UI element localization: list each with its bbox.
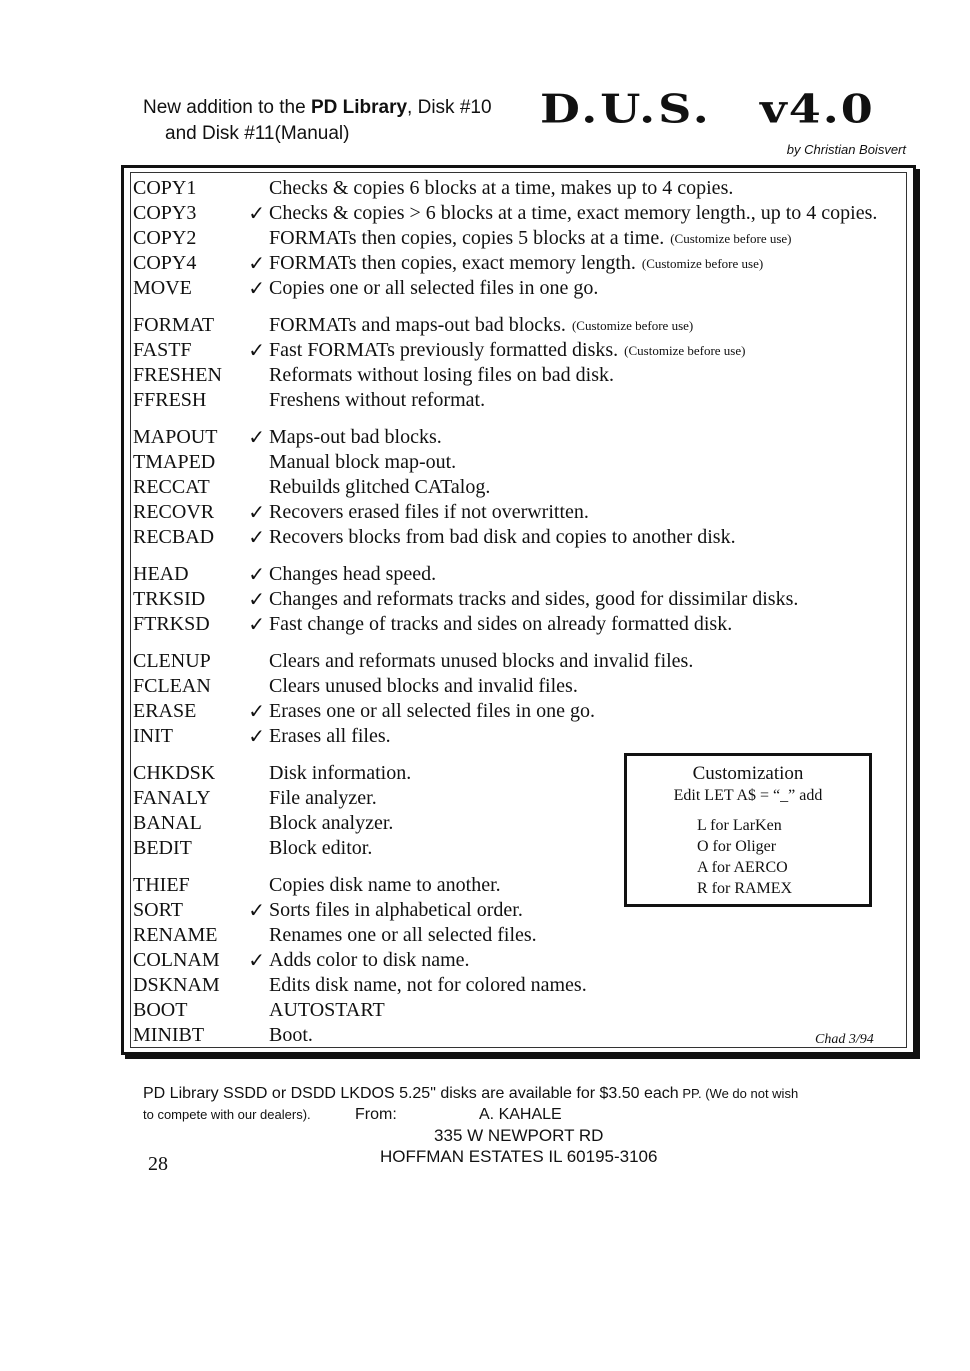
command-name: ERASE: [133, 700, 197, 722]
command-description: Manual block map-out.: [269, 451, 457, 473]
customize-note: (Customize before use): [624, 342, 746, 358]
command-description: Rebuilds glitched CATalog.: [269, 476, 491, 498]
dus-logo: D.U.S.: [540, 86, 712, 132]
contact-name: A. KAHALE: [479, 1106, 562, 1123]
command-description: Freshens without reformat.: [269, 389, 486, 411]
page-number: 28: [148, 1153, 168, 1175]
command-row: [133, 562, 877, 587]
command-row: [133, 425, 877, 450]
command-name: FTRKSD: [133, 613, 210, 635]
command-description: Renames one or all selected files.: [269, 924, 537, 946]
command-name: INIT: [133, 725, 173, 747]
intro-line-2: and Disk #11(Manual): [165, 123, 350, 144]
customization-item: O for Oliger: [697, 838, 777, 855]
command-description: Adds color to disk name.: [269, 949, 470, 971]
command-description: Reformats without losing files on bad disk.: [269, 364, 614, 386]
checkmark-icon: ✓: [248, 203, 265, 225]
command-group: [133, 313, 877, 413]
checkmark-icon: ✓: [248, 726, 265, 748]
footer-availability: PD Library SSDD or DSDD LKDOS 5.25" disks are available for $3.50 each: [143, 1085, 679, 1102]
command-name: COPY4: [133, 252, 197, 274]
footer-text: [143, 1083, 913, 1125]
checkmark-icon: ✓: [248, 527, 265, 549]
from-label: From:: [355, 1106, 397, 1123]
command-group: [133, 562, 877, 637]
command-name: RECOVR: [133, 501, 215, 523]
command-description: Maps-out bad blocks.: [269, 426, 442, 448]
command-description: Block editor.: [269, 837, 373, 859]
command-description: FORMATs then copies, copies 5 blocks at a time.: [269, 227, 665, 249]
command-name: FANALY: [133, 787, 211, 809]
command-name: COLNAM: [133, 949, 220, 971]
customization-item: R for RAMEX: [697, 880, 793, 897]
command-name: MOVE: [133, 277, 192, 299]
command-description: Clears unused blocks and invalid files.: [269, 675, 578, 697]
command-row: [133, 587, 877, 612]
command-description: FORMATs and maps-out bad blocks.: [269, 314, 566, 336]
customization-edit-line: Edit LET A$ = “_” add: [673, 787, 823, 804]
command-row: [133, 500, 877, 525]
command-description: FORMATs then copies, exact memory length.: [269, 252, 636, 274]
customization-title: Customization: [692, 763, 804, 784]
command-name: BEDIT: [133, 837, 192, 859]
command-description: Recovers blocks from bad disk and copies to another disk.: [269, 526, 736, 548]
command-description: Copies disk name to another.: [269, 874, 501, 896]
command-description: Copies one or all selected files in one go.: [269, 277, 599, 299]
command-row: [133, 450, 877, 475]
command-description: Boot.: [269, 1024, 313, 1046]
checkmark-icon: ✓: [248, 502, 265, 524]
command-name: HEAD: [133, 563, 189, 585]
command-name: RENAME: [133, 924, 218, 946]
command-row: [133, 649, 877, 674]
command-row: [133, 923, 877, 948]
command-description: Recovers erased files if not overwritten.: [269, 501, 589, 523]
command-row: [133, 276, 877, 301]
address-city: HOFFMAN ESTATES IL 60195-3106: [380, 1147, 658, 1166]
command-list: [133, 176, 877, 1060]
checkmark-icon: ✓: [248, 589, 265, 611]
command-name: TRKSID: [133, 588, 206, 610]
checkmark-icon: ✓: [248, 564, 265, 586]
command-name: RECBAD: [133, 526, 215, 548]
command-description: Edits disk name, not for colored names.: [269, 974, 587, 996]
command-name: FASTF: [133, 339, 192, 361]
command-name: COPY3: [133, 202, 197, 224]
command-description: Fast FORMATs previously formatted disks.: [269, 339, 619, 361]
checkmark-icon: ✓: [248, 900, 265, 922]
intro-prefix: New addition to the: [143, 97, 311, 118]
customization-item: A for AERCO: [697, 859, 788, 876]
command-name: FRESHEN: [133, 364, 222, 386]
intro-text: [143, 95, 492, 147]
command-description: Erases one or all selected files in one go.: [269, 700, 595, 722]
command-name: BANAL: [133, 812, 202, 834]
footer-line-1: [143, 1083, 913, 1104]
command-row: [133, 973, 877, 998]
command-name: SORT: [133, 899, 183, 921]
command-row: [133, 525, 877, 550]
command-name: BOOT: [133, 999, 188, 1021]
checkmark-icon: ✓: [248, 278, 265, 300]
command-name: TMAPED: [133, 451, 216, 473]
command-name: FCLEAN: [133, 675, 211, 697]
customization-item: L for LarKen: [697, 817, 782, 834]
command-group: [133, 176, 877, 301]
command-name: COPY2: [133, 227, 197, 249]
footer-line-2: [143, 1104, 913, 1125]
version-label: v4.0: [760, 86, 875, 132]
checkmark-icon: ✓: [248, 701, 265, 723]
footer-dealer-note: to compete with our dealers).: [143, 1107, 311, 1122]
command-name: FORMAT: [133, 314, 215, 336]
command-row: [133, 674, 877, 699]
command-row: [133, 724, 877, 749]
command-description: Block analyzer.: [269, 812, 394, 834]
command-description: File analyzer.: [269, 787, 377, 809]
customize-note: (Customize before use): [571, 317, 694, 333]
command-group: [133, 425, 877, 550]
command-description: Checks & copies > 6 blocks at a time, exact memory length., up to 4 copies.: [269, 202, 878, 224]
command-name: CHKDSK: [133, 762, 216, 784]
command-row: [133, 612, 877, 637]
command-row: [133, 948, 877, 973]
customization-box: [624, 753, 872, 907]
byline: by Christian Boisvert: [786, 142, 906, 157]
command-group: [133, 649, 877, 749]
command-row: [133, 251, 877, 276]
command-row: [133, 388, 877, 413]
command-row: [133, 699, 877, 724]
command-description: Checks & copies 6 blocks at a time, makes up to 4 copies.: [269, 177, 734, 199]
checkmark-icon: ✓: [248, 427, 265, 449]
checkmark-icon: ✓: [248, 614, 265, 636]
command-row: [133, 226, 877, 251]
command-name: COPY1: [133, 177, 197, 199]
address-street: 335 W NEWPORT RD: [434, 1126, 604, 1145]
command-description: Disk information.: [269, 762, 412, 784]
command-name: MAPOUT: [133, 426, 218, 448]
checkmark-icon: ✓: [248, 253, 265, 275]
checkmark-icon: ✓: [248, 340, 265, 362]
pd-library-label: PD Library: [310, 97, 408, 118]
customize-note: (Customize before use): [641, 255, 764, 271]
command-description: Fast change of tracks and sides on already formatted disk.: [269, 613, 733, 635]
mailing-address: [380, 1125, 657, 1167]
command-name: RECCAT: [133, 476, 210, 498]
command-description: Clears and reformats unused blocks and invalid files.: [269, 650, 694, 672]
customize-note: (Customize before use): [670, 230, 792, 246]
checkmark-icon: ✓: [248, 950, 265, 972]
command-row: [133, 1023, 877, 1048]
command-description: Erases all files.: [269, 725, 391, 747]
footer-note: PP. (We do not wish: [678, 1086, 799, 1101]
command-name: MINIBT: [133, 1024, 205, 1046]
command-name: DSKNAM: [133, 974, 220, 996]
customization-items: [627, 815, 869, 899]
command-description: AUTOSTART: [269, 999, 385, 1021]
signature: Chad 3/94: [815, 1032, 874, 1047]
command-description: Changes head speed.: [269, 563, 437, 585]
command-description: Sorts files in alphabetical order.: [269, 899, 523, 921]
command-row: [133, 313, 877, 338]
intro-suffix: , Disk #10: [407, 97, 492, 118]
command-row: [133, 998, 877, 1023]
command-row: [133, 176, 877, 201]
command-name: FFRESH: [133, 389, 207, 411]
command-name: CLENUP: [133, 650, 211, 672]
command-name: THIEF: [133, 874, 190, 896]
command-row: [133, 475, 877, 500]
command-row: [133, 363, 877, 388]
command-row: [133, 338, 877, 363]
command-description: Changes and reformats tracks and sides, good for dissimilar disks.: [269, 588, 799, 610]
intro-line-1: [143, 95, 492, 121]
command-row: [133, 201, 877, 226]
